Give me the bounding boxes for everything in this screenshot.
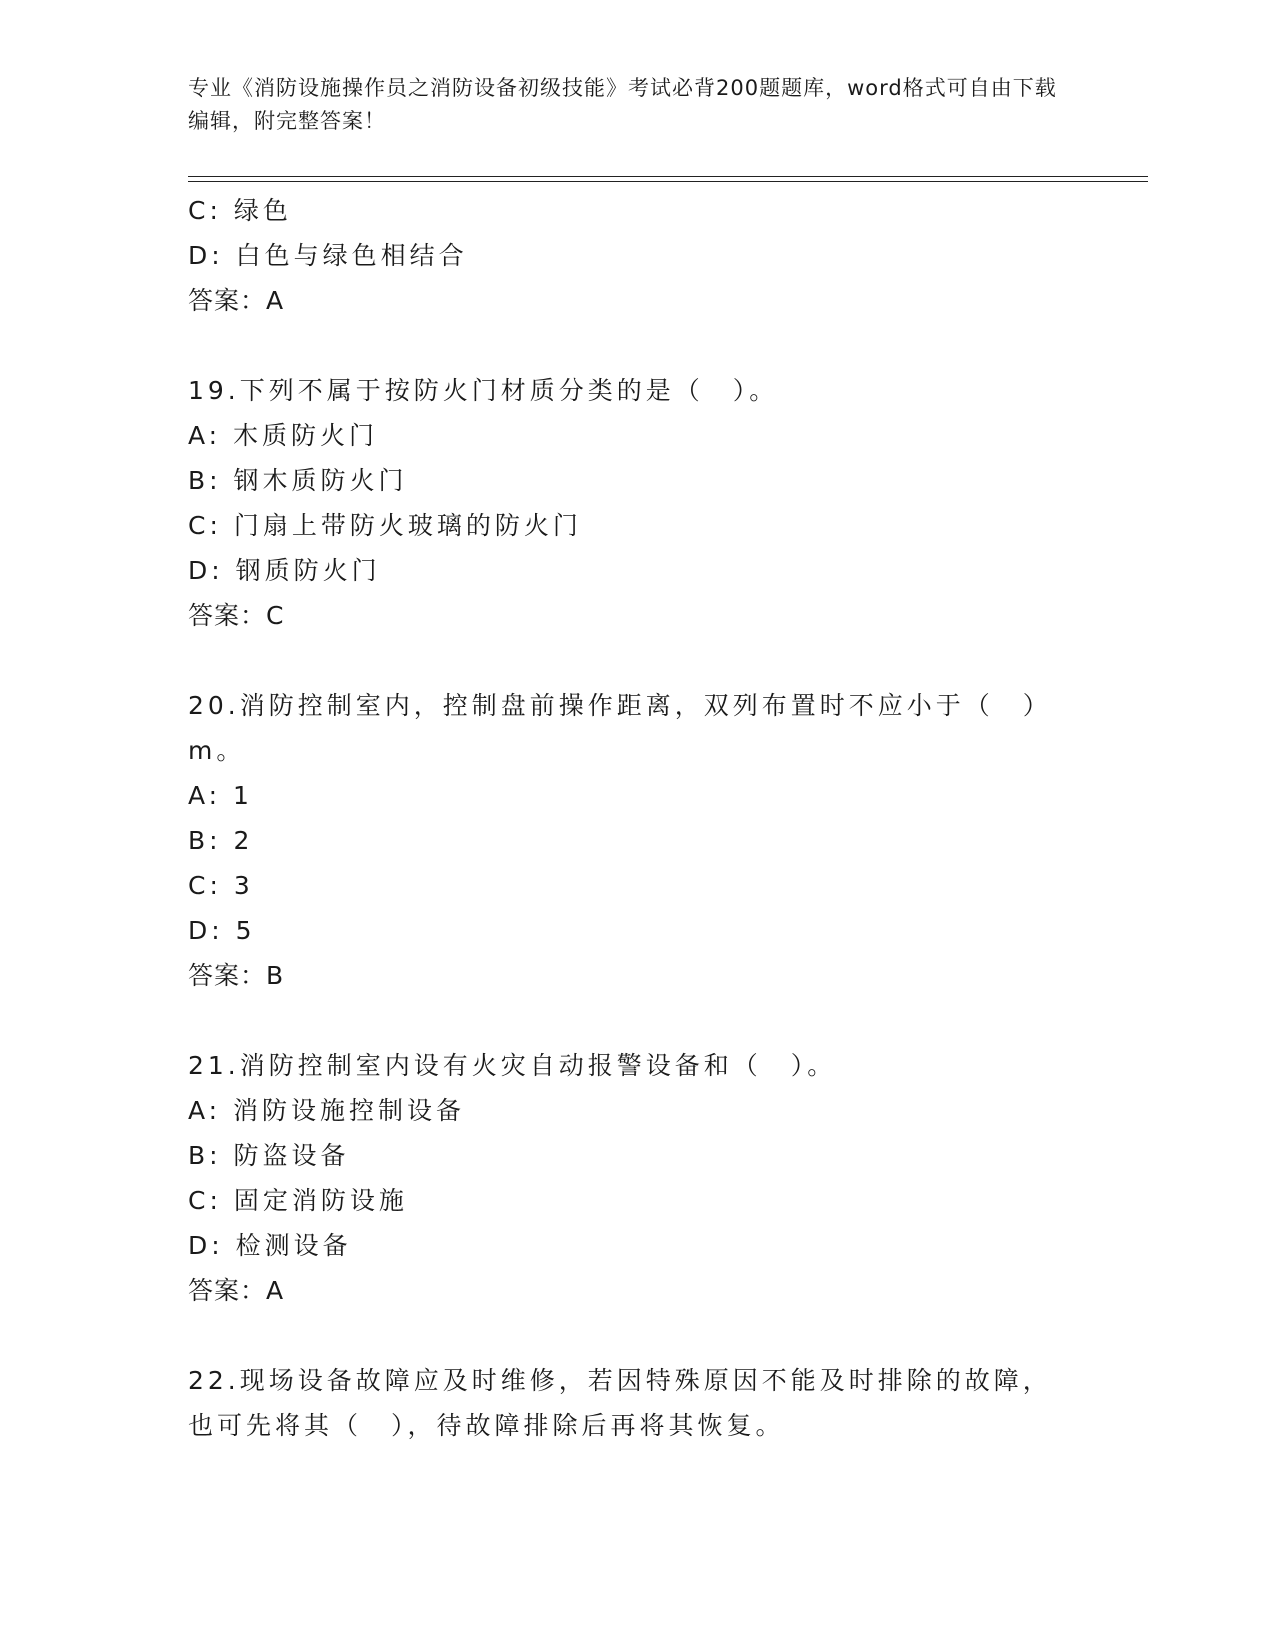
option-d	[188, 233, 1148, 278]
option-d	[188, 548, 1148, 593]
question-20	[188, 683, 1088, 773]
option-b	[188, 458, 1148, 503]
question-number: 21.	[188, 1051, 240, 1080]
option-label: C:	[188, 196, 222, 225]
option-text: 固定消防设施	[233, 1186, 408, 1215]
option-label: A:	[188, 1096, 222, 1125]
option-text: 绿色	[233, 196, 292, 225]
option-text: 钢质防火门	[235, 556, 381, 585]
option-text: 防盗设备	[233, 1141, 350, 1170]
option-a	[188, 413, 1148, 458]
question-text: 下列不属于按防火门材质分类的是（ ）。	[239, 376, 779, 405]
question-text: 现场设备故障应及时维修，若因特殊原因不能及时排除的故障，也可先将其（ ），待故障排除后再将其恢复。	[188, 1366, 1052, 1440]
option-text: 钢木质防火门	[233, 466, 408, 495]
answer: 答案：A	[188, 286, 285, 315]
document-header: 专业《消防设施操作员之消防设备初级技能》考试必背200题题库，word格式可自由下载编辑，附完整答案！	[188, 76, 1057, 133]
option-text: 门扇上带防火玻璃的防火门	[233, 511, 582, 540]
option-text: 1	[233, 781, 253, 810]
option-c	[188, 863, 1148, 908]
option-c	[188, 188, 1148, 233]
question-number: 20.	[188, 691, 240, 720]
option-d	[188, 1223, 1148, 1268]
option-label: B:	[188, 1141, 222, 1170]
option-label: B:	[188, 466, 222, 495]
option-b	[188, 818, 1148, 863]
option-a	[188, 1088, 1148, 1133]
question-21	[188, 1043, 1088, 1088]
option-text: 5	[235, 916, 256, 945]
header-divider-bottom	[188, 181, 1148, 182]
question-19	[188, 368, 1088, 413]
question-list	[188, 188, 1148, 1448]
header-divider-top	[188, 176, 1148, 177]
option-label: C:	[188, 511, 222, 540]
option-text: 木质防火门	[233, 421, 379, 450]
answer: 答案：C	[188, 601, 285, 630]
option-label: C:	[188, 1186, 222, 1215]
option-label: C:	[188, 871, 222, 900]
option-text: 检测设备	[235, 1231, 352, 1260]
option-label: A:	[188, 781, 222, 810]
option-d	[188, 908, 1148, 953]
question-text: 消防控制室内，控制盘前操作距离，双列布置时不应小于（ ）m。	[188, 691, 1052, 765]
option-b	[188, 1133, 1148, 1178]
option-label: D:	[188, 1231, 224, 1260]
option-label: D:	[188, 556, 224, 585]
answer: 答案：B	[188, 961, 285, 990]
option-text: 2	[233, 826, 254, 855]
option-text: 消防设施控制设备	[233, 1096, 466, 1125]
option-c	[188, 503, 1148, 548]
option-c	[188, 1178, 1148, 1223]
question-text: 消防控制室内设有火灾自动报警设备和（ ）。	[239, 1051, 837, 1080]
question-22	[188, 1358, 1078, 1448]
option-label: A:	[188, 421, 222, 450]
answer: 答案：A	[188, 1276, 285, 1305]
option-a	[188, 773, 1148, 818]
option-text: 3	[233, 871, 254, 900]
option-label: D:	[188, 916, 224, 945]
option-label: B:	[188, 826, 222, 855]
question-number: 19.	[188, 376, 240, 405]
option-label: D:	[188, 241, 224, 270]
question-number: 22.	[188, 1366, 240, 1395]
option-text: 白色与绿色相结合	[235, 241, 468, 270]
